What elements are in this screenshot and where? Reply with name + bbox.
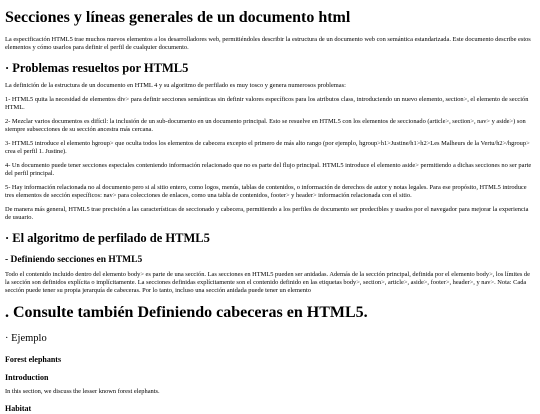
example-intro-text: In this section, we discuss the lesser known forest elephants. bbox=[5, 388, 160, 395]
document-page bbox=[0, 8, 540, 414]
algorithm-subheading: - Definiendo secciones en HTML5 bbox=[5, 255, 143, 265]
algorithm-heading: · El algoritmo de perfilado de HTML5 bbox=[5, 231, 210, 245]
algorithm-text: Todo el contenido incluido dentro del elemento body> es parte de una sección. Las secciones en HTML5 pueden ser anidadas. Además de la sección principal, definida por el elemento body>, los límites de la sección son definidos explícita o implícitamente. La secciones definidas explícitamente son el contenido definido en las etiquetas body>, section>, article>, aside>, footer>, header>, y nav>. Nota: Cada sección puede tener su propia jerarquía de cabeceras. Por lo tanto, incluso una sección anidada puede tener un elemento bbox=[5, 271, 530, 294]
problems-heading: · Problemas resueltos por HTML5 bbox=[5, 61, 189, 75]
problem-item-4: 4- Un documento puede tener secciones especiales conteniendo información relacionado que no es parte del flujo principal. HTML5 introduce el elemento aside> permitiendo a dichas secciones no ser parte del perfil principal. bbox=[5, 162, 532, 177]
example-intro-heading: Introduction bbox=[5, 373, 49, 382]
problem-item-5: 5- Hay información relacionada no al documento pero si al sitio entero, como logos, menús, tablas de contenidos, o información de derechos de autor y notas legales. Para ese propósito, HTML5 introduce tres elementos de sección específicos: nav> para colecciones de enlaces, como una tabla de contenidos, footer> y header> información relacionada con el sitio. bbox=[5, 184, 527, 199]
problem-item-2: 2- Mezclar varios documentos es difícil: la inclusión de un sub-documento en un documento principal. Esto se resuelve en HTML5 con los elementos de seccionado (article>, section>, nav> y aside>) son siempre subsecciones de su sección ancestra más cercana. bbox=[5, 118, 526, 133]
problem-item-3: 3- HTML5 introduce el elemento hgroup> que oculta todos los elementos de cabecera excepto el primero de más alto rango (por ejemplo, hgroup>h1>Justine/h1>h2>Les Malheurs de la Vertu/h2>/hgroup> crea el perfil 1. Justine). bbox=[5, 140, 530, 155]
example-heading: · Ejemplo bbox=[5, 333, 47, 344]
problems-closing: De manera más general, HTML5 trae precisión a las características de seccionado y cabecera, permitiendo a los perfiles de documento ser predecibles y usados por el navegador para mejorar la experiencia de usuario. bbox=[5, 206, 529, 221]
problem-item-1: 1- HTML5 quita la necesidad de elementos div> para definir secciones semánticas sin definir valores específicos para los atributos class, introduciendo un nuevo elemento, section>, el elemento de sección HTML. bbox=[5, 96, 529, 111]
problems-lead: La definición de la estructura de un documento en HTML 4 y su algoritmo de perfilado es muy tosco y genera numerosos problemas: bbox=[5, 82, 346, 89]
example-habitat-heading: Habitat bbox=[5, 404, 32, 413]
page-title: Secciones y líneas generales de un documento html bbox=[5, 9, 351, 26]
see-also-heading: . Consulte también Definiendo cabeceras en HTML5. bbox=[5, 304, 368, 321]
example-title: Forest elephants bbox=[5, 355, 62, 364]
intro-paragraph: La especificación HTML5 trae muchos nuevos elementos a los desarrolladores web, permitiéndoles describir la estructura de un documento web con semántica estandarizada. Este documento describe estos elementos y cómo usarlos para definir el perfil de cualquier documento. bbox=[5, 36, 531, 51]
